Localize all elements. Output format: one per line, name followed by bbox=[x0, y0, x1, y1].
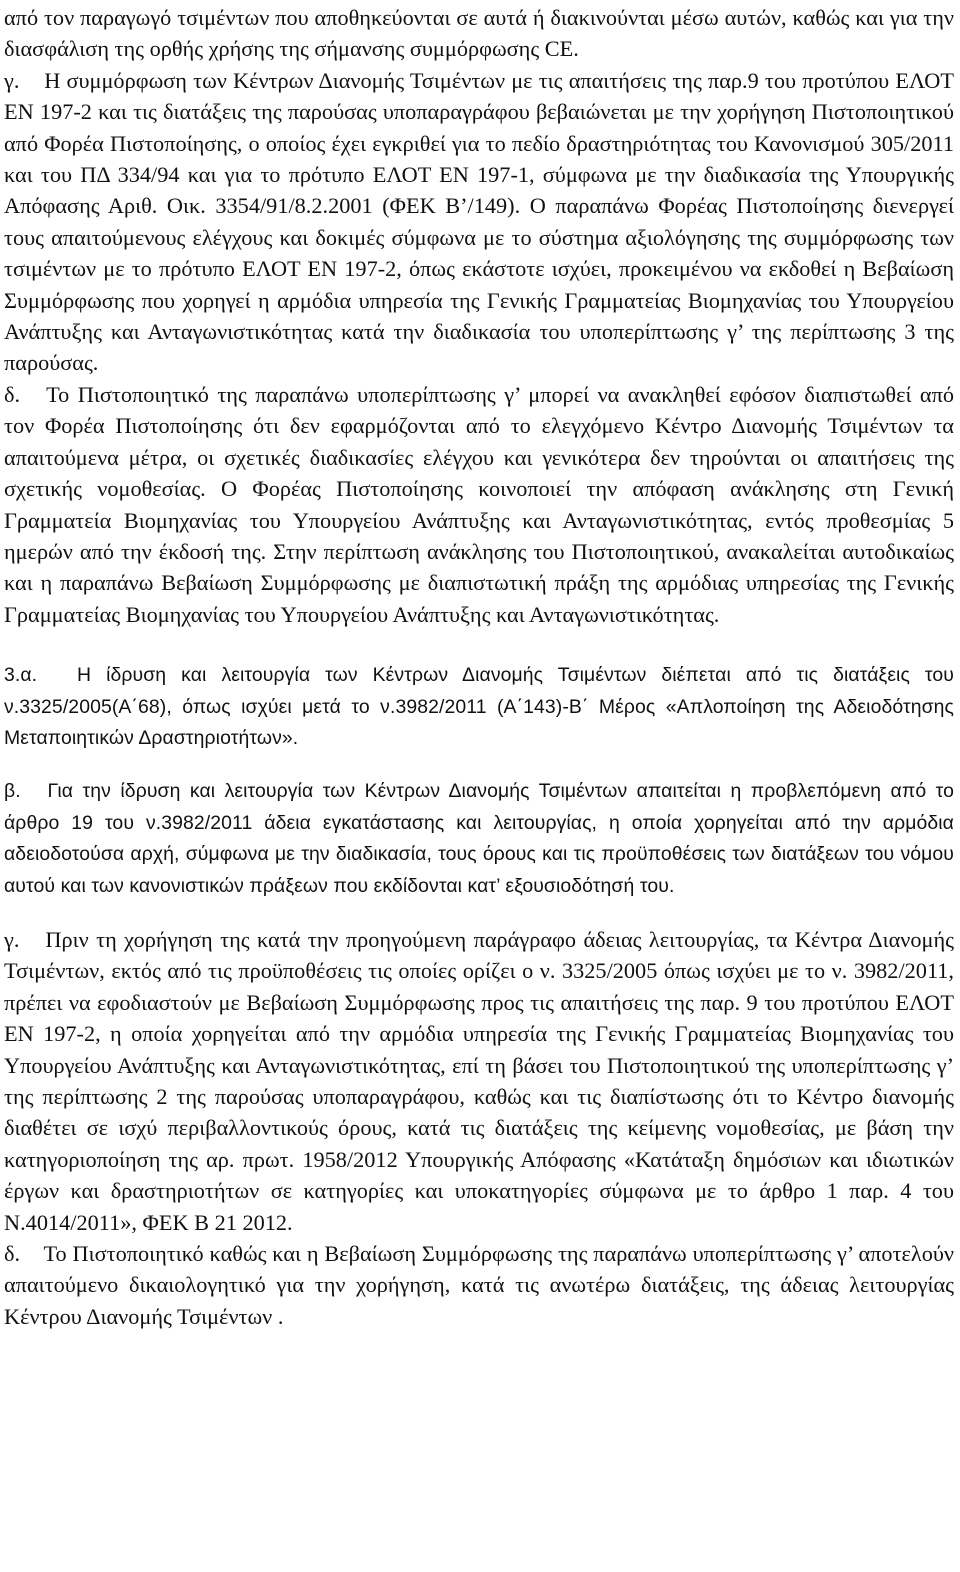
document-page bbox=[4, 2, 954, 1332]
paragraph-text: Για την ίδρυση και λειτουργία των Κέντρων Διανομής Τσιμέντων απαιτείται η προβλεπόμενη από το άρθρο 19 του ν.3982/2011 άδεια εγκατάστασης και λειτουργίας, η οποία χορηγείται από την αρμόδια αδειοδοτούσα αρχή, σύμφωνα με την διαδικασία, τους όρους και τις προϋποθέσεις των διατάξεων του νόμου αυτού και των κανονιστικών πράξεων που εκδίδονται κατ’ εξουσιοδότησή του. bbox=[4, 780, 954, 897]
paragraph-text: Το Πιστοποιητικό της παραπάνω υποπερίπτωσης γ’ μπορεί να ανακληθεί εφόσον διαπιστωθεί από τον Φορέα Πιστοποίησης ότι δεν εφαρμόζονται από το ελεγχόμενο Κέντρο Διανομής Τσιμέντων τα απαιτούμενα μέτρα, οι σχετικές διαδικασίες ελέγχου και γενικότερα δεν τηρούνται οι απαιτήσεις της σχετικής νομοθεσίας. Ο Φορέας Πιστοποίησης κοινοποιεί την απόφαση ανάκλησης στη Γενική Γραμματεία Βιομηχανίας του Υπουργείου Ανάπτυξης και Ανταγωνιστικότητας, εντός προθεσμίας 5 ημερών από την έκδοσή της. Στην περίπτωση ανάκλησης του Πιστοποιητικού, ανακαλείται αυτοδικαίως και η παραπάνω Βεβαίωση Συμμόρφωσης με διαπιστωτική πράξη της αρμόδιας υπηρεσίας της Γενικής Γραμματείας Βιομηχανίας του Υπουργείου Ανάπτυξης και Ανταγωνιστικότητας. bbox=[4, 381, 955, 627]
paragraph-marker: γ. bbox=[4, 926, 20, 952]
paragraph-gamma-1 bbox=[4, 65, 954, 379]
paragraph-marker: γ. bbox=[4, 67, 20, 93]
paragraph-continuation bbox=[4, 2, 954, 65]
paragraph-marker: δ. bbox=[4, 381, 21, 407]
paragraph-gamma-2 bbox=[4, 924, 954, 1238]
paragraph-delta-2 bbox=[4, 1238, 954, 1332]
paragraph-marker: δ. bbox=[4, 1241, 21, 1267]
paragraph-text: Η συμμόρφωση των Κέντρων Διανομής Τσιμέντων με τις απαιτήσεις της παρ.9 του προτύπου ΕΛΟΤ ΕΝ 197-2 και τις διατάξεις της παρούσας υποπαραγράφου βεβαιώνεται με την χορήγηση Πιστοποιητικού από Φορέα Πιστοποίησης, ο οποίος έχει εγκριθεί για το πεδίο δραστηριότητας του Κανονισμού 305/2011 και του ΠΔ 334/94 και για το πρότυπο ΕΛΟΤ ΕΝ 197-1, σύμφωνα με την διαδικασία της Υπουργικής Απόφασης Αριθ. Οικ. 3354/91/8.2.2001 (ΦΕΚ Β’/149). Ο παραπάνω Φορέας Πιστοποίησης διενεργεί τους απαιτούμενους ελέγχους και δοκιμές σύμφωνα με το σύστημα αξιολόγησης της συμμόρφωσης των τσιμέντων με το πρότυπο ΕΛΟΤ ΕΝ 197-2, όπως εκάστοτε ισχύει, προκειμένου να εκδοθεί η Βεβαίωση Συμμόρφωσης που χορηγεί η αρμόδια υπηρεσία της Γενικής Γραμματείας Βιομηχανίας του Υπουργείου Ανάπτυξης και Ανταγωνιστικότητας κατά την διαδικασία του υποπερίπτωσης γ’ της περίπτωσης 3 της παρούσας. bbox=[4, 67, 955, 376]
paragraph-text: Το Πιστοποιητικό καθώς και η Βεβαίωση Συμμόρφωσης της παραπάνω υποπερίπτωσης γ’ αποτελούν απαιτούμενο δικαιολογητικό για την χορήγηση, κατά τις ανωτέρω διατάξεις, της άδειας λειτουργίας Κέντρου Διανομής Τσιμέντων . bbox=[4, 1241, 954, 1329]
paragraph-text: Η ίδρυση και λειτουργία των Κέντρων Διανομής Τσιμέντων διέπεται από τις διατάξεις του ν.3325/2005(Α΄68), όπως ισχύει μετά το ν.3982/2011 (Α΄143)-Β΄ Μέρος «Απλοποίηση της Αδειοδότησης Μεταποιητικών Δραστηριοτήτων». bbox=[4, 664, 954, 749]
paragraph-3-alpha bbox=[4, 660, 954, 754]
paragraph-text: από τον παραγωγό τσιμέντων που αποθηκεύονται σε αυτά ή διακινούνται μέσω αυτών, καθώς και για την διασφάλιση της ορθής χρήσης της σήμανσης συμμόρφωσης CE. bbox=[4, 5, 954, 62]
paragraph-text: Πριν τη χορήγηση της κατά την προηγούμενη παράγραφο άδειας λειτουργίας, τα Κέντρα Διανομής Τσιμέντων, εκτός από τις προϋποθέσεις τις οποίες ορίζει ο ν. 3325/2005 όπως ισχύει με το ν. 3982/2011, πρέπει να εφοδιαστούν με Βεβαίωση Συμμόρφωσης προς τις απαιτήσεις της παρ. 9 του προτύπου ΕΛΟΤ ΕΝ 197-2, η οποία χορηγείται από την αρμόδια υπηρεσία της Γενικής Γραμματείας Βιομηχανίας του Υπουργείου Ανάπτυξης και Ανταγωνιστικότητας, επί τη βάσει του Πιστοποιητικού της υποπερίπτωσης γ’ της περίπτωσης 2 της παρούσας υποπαραγράφου, καθώς και τις διαπίστωσης ότι το Κέντρο διανομής διαθέτει σε ισχύ περιβαλλοντικούς όρους, κατά τις διατάξεις της κείμενης νομοθεσίας, με βάση την κατηγοριοποίηση της αρ. πρωτ. 1958/2012 Υπουργικής Απόφασης «Κατάταξη δημόσιων και ιδιωτικών έργων και δραστηριοτήτων σε κατηγορίες και υποκατηγορίες σύμφωνα με το άρθρο 1 παρ. 4 του Ν.4014/2011», ΦΕΚ Β 21 2012. bbox=[4, 926, 954, 1235]
paragraph-beta bbox=[4, 776, 954, 902]
paragraph-marker: 3.α. bbox=[4, 664, 38, 687]
paragraph-marker: β. bbox=[4, 780, 21, 803]
paragraph-delta-1 bbox=[4, 379, 954, 630]
